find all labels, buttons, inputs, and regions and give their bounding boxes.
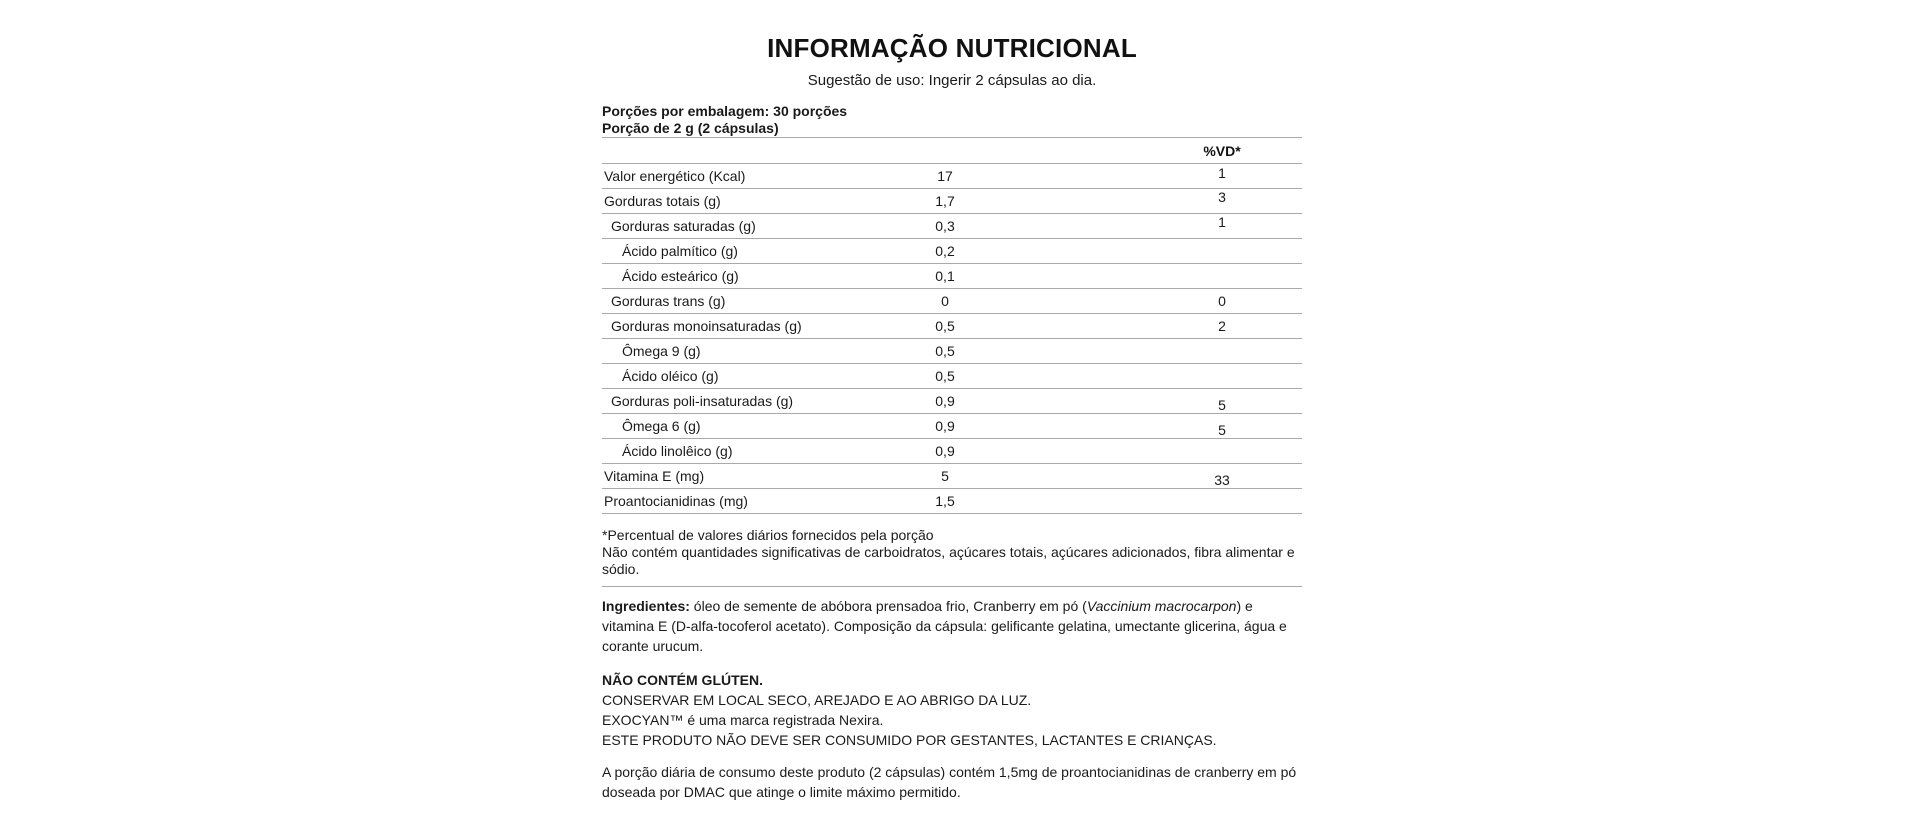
nutrient-vd-percent: 3 — [1218, 189, 1226, 205]
nutrient-label: Gorduras monoinsaturadas (g) — [611, 318, 802, 334]
nutrient-amount: 0,9 — [935, 393, 955, 409]
trademark-note: EXOCYAN™ é uma marca registrada Nexira. — [602, 712, 884, 728]
notes-block — [602, 527, 1302, 578]
nutrition-table — [602, 137, 1302, 514]
nutrition-label — [602, 0, 1302, 802]
table-row — [602, 389, 1302, 414]
serving-size: Porção de 2 g (2 cápsulas) — [602, 120, 779, 136]
storage-warning: CONSERVAR EM LOCAL SECO, AREJADO E AO ABRIGO DA LUZ. — [602, 692, 1032, 708]
ingredients-latin-name: Vaccinium macrocarpon — [1086, 598, 1237, 614]
ingredients-paragraph — [602, 596, 1302, 656]
nutrient-label: Gorduras trans (g) — [611, 293, 726, 309]
table-row — [602, 189, 1302, 214]
table-row — [602, 339, 1302, 364]
table-row — [602, 214, 1302, 239]
nutrient-vd-percent: 5 — [1218, 397, 1226, 413]
daily-value-note: *Percentual de valores diários fornecidos pela porção — [602, 527, 934, 543]
warnings-block — [602, 670, 1302, 750]
table-row — [602, 264, 1302, 289]
page-title: INFORMAÇÃO NUTRICIONAL — [767, 33, 1137, 63]
nutrient-vd-percent: 33 — [1214, 472, 1230, 488]
nutrient-amount: 0 — [941, 293, 949, 309]
nutrient-label: Ácido linolêico (g) — [622, 443, 733, 459]
table-row — [602, 314, 1302, 339]
nutrient-vd-percent: 0 — [1218, 293, 1226, 309]
nutrient-amount: 0,1 — [935, 268, 955, 284]
nutrient-vd-percent: 1 — [1218, 165, 1226, 181]
nutrient-vd-percent: 1 — [1218, 214, 1226, 230]
nutrient-amount: 5 — [941, 468, 949, 484]
table-row — [602, 239, 1302, 264]
table-row — [602, 164, 1302, 189]
nutrient-label: Gorduras saturadas (g) — [611, 218, 756, 234]
dmac-note: A porção diária de consumo deste produto (2 cápsulas) contém 1,5mg de proantocianidinas de cranberry em pó doseada por DMAC que atinge o limite máximo permitido. — [602, 764, 1297, 800]
vd-column-header: %VD* — [1203, 142, 1241, 159]
nutrient-amount: 0,5 — [935, 318, 955, 334]
table-row — [602, 464, 1302, 489]
table-body — [602, 164, 1302, 514]
nutrient-amount: 0,9 — [935, 443, 955, 459]
table-row — [602, 489, 1302, 514]
table-header-row — [602, 138, 1302, 164]
ingredients-text-1: óleo de semente de abóbora prensadoa frio, Cranberry em pó ( — [689, 598, 1087, 614]
servings-block — [602, 103, 1302, 137]
gluten-warning: NÃO CONTÉM GLÚTEN. — [602, 672, 763, 688]
nutrient-amount: 1,5 — [935, 493, 955, 509]
nutrient-amount: 0,5 — [935, 368, 955, 384]
nutrient-vd-percent: 2 — [1218, 318, 1226, 334]
nutrient-label: Ômega 9 (g) — [622, 343, 701, 359]
table-row — [602, 289, 1302, 314]
ingredients-label: Ingredientes: — [602, 598, 690, 614]
nutrient-vd-percent: 5 — [1218, 422, 1226, 438]
nutrient-label: Ômega 6 (g) — [622, 418, 701, 434]
nutrient-label: Ácido palmítico (g) — [622, 243, 738, 259]
ingredients-text-2: ) e vitamina E (D-alfa-tocoferol acetato). Composição da cápsula: gelificante gelatina, umectante glicerina, água e corante urucum. — [602, 598, 1287, 654]
usage-suggestion: Sugestão de uso: Ingerir 2 cápsulas ao dia. — [807, 72, 1097, 89]
nutrient-label: Ácido esteárico (g) — [622, 268, 739, 284]
restriction-warning: ESTE PRODUTO NÃO DEVE SER CONSUMIDO POR GESTANTES, LACTANTES E CRIANÇAS. — [602, 732, 1217, 748]
table-row — [602, 364, 1302, 389]
nutrient-label: Vitamina E (mg) — [604, 468, 705, 484]
nutrient-label: Gorduras totais (g) — [604, 193, 721, 209]
no-significant-amounts-note: Não contém quantidades significativas de carboidratos, açúcares totais, açúcares adicionados, fibra alimentar e sódio. — [602, 544, 1295, 577]
servings-per-pack: Porções por embalagem: 30 porções — [602, 103, 848, 119]
nutrient-label: Valor energético (Kcal) — [604, 168, 746, 184]
table-row — [602, 439, 1302, 464]
nutrient-label: Ácido oléico (g) — [622, 368, 719, 384]
table-row — [602, 414, 1302, 439]
nutrient-amount: 0,5 — [935, 343, 955, 359]
nutrient-label: Gorduras poli-insaturadas (g) — [611, 393, 794, 409]
nutrient-amount: 0,3 — [935, 218, 955, 234]
ingredients-divider — [602, 586, 1302, 587]
nutrient-amount: 0,2 — [935, 243, 955, 259]
nutrient-amount: 0,9 — [935, 418, 955, 434]
nutrient-label: Proantocianidinas (mg) — [604, 493, 748, 509]
nutrient-amount: 1,7 — [935, 193, 955, 209]
nutrient-amount: 17 — [937, 168, 953, 184]
